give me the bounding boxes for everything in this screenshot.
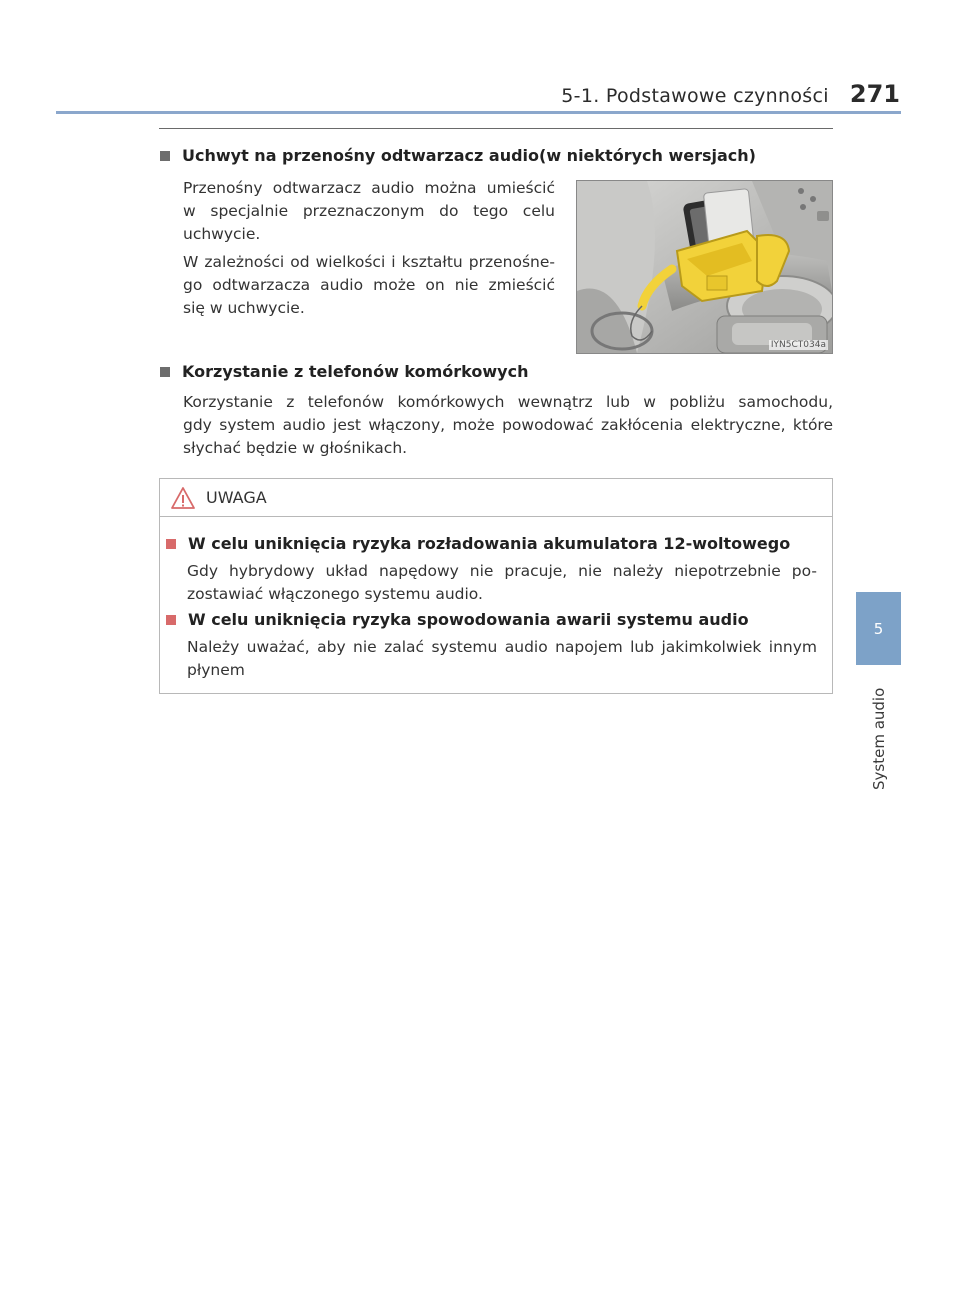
square-bullet-icon: [166, 615, 176, 625]
holder-line: Przenośny odtwarzacz audio można umieścić: [183, 179, 555, 197]
warning-line: Należy uważać, aby nie zalać systemu audio napojem lub jakimkolwiek innym: [187, 638, 817, 656]
holder-title-text: Uchwyt na przenośny odtwarzacz audio(w niektórych wersjach): [182, 146, 756, 165]
warning-item1-title: [166, 534, 790, 553]
section-title: 5-1. Podstawowe czynności: [561, 85, 829, 107]
phones-line: Korzystanie z telefonów komórkowych wewnątrz lub w pobliżu samochodu,: [183, 393, 833, 411]
holder-note: [183, 251, 555, 320]
header-rule: [56, 111, 901, 114]
warning-item1-title-text: W celu uniknięcia ryzyka rozładowania akumulatora 12-woltowego: [188, 534, 791, 553]
chapter-number: 5: [873, 619, 884, 638]
warning-heading: UWAGA: [206, 488, 267, 507]
square-bullet-icon: [160, 367, 170, 377]
holder-line: W zależności od wielkości i kształtu przenośne-: [183, 253, 555, 271]
warning-line: zostawiać włączonego systemu audio.: [187, 585, 483, 603]
page-number: 271: [849, 80, 900, 108]
image-code: IYN5CT034a: [770, 340, 826, 350]
phones-title-text: Korzystanie z telefonów komórkowych: [182, 362, 529, 381]
holder-line: go odtwarzacza audio może on nie zmieścić: [183, 276, 555, 294]
warning-line: płynem: [187, 661, 245, 679]
chapter-tab[interactable]: [856, 592, 901, 665]
warning-header: [160, 479, 832, 517]
holder-illustration: [576, 180, 833, 354]
warning-item2-title-text: W celu uniknięcia ryzyka spowodowania awarii systemu audio: [188, 610, 749, 629]
holder-line: uchwycie.: [183, 225, 261, 243]
holder-line: się w uchwycie.: [183, 299, 305, 317]
holder-section-title: [160, 146, 756, 165]
warning-triangle-icon: [170, 486, 196, 510]
square-bullet-icon: [160, 151, 170, 161]
warning-item2-title: [166, 610, 749, 629]
warning-item1-text: [187, 560, 817, 606]
holder-line: w specjalnie przeznaczonym do tego celu: [183, 202, 555, 220]
page-header: [0, 80, 900, 108]
section-rule: [159, 128, 833, 129]
holder-paragraph: [183, 177, 555, 246]
square-bullet-icon: [166, 539, 176, 549]
warning-line: Gdy hybrydowy układ napędowy nie pracuje, nie należy niepotrzebnie po-: [187, 562, 817, 580]
chapter-label: System audio: [870, 687, 888, 790]
phones-paragraph: [183, 391, 833, 460]
phones-line: słychać będzie w głośnikach.: [183, 439, 408, 457]
phones-section-title: [160, 362, 528, 381]
phones-line: gdy system audio jest włączony, może powodować zakłócenia elektryczne, które: [183, 416, 833, 434]
warning-item2-text: [187, 636, 817, 682]
